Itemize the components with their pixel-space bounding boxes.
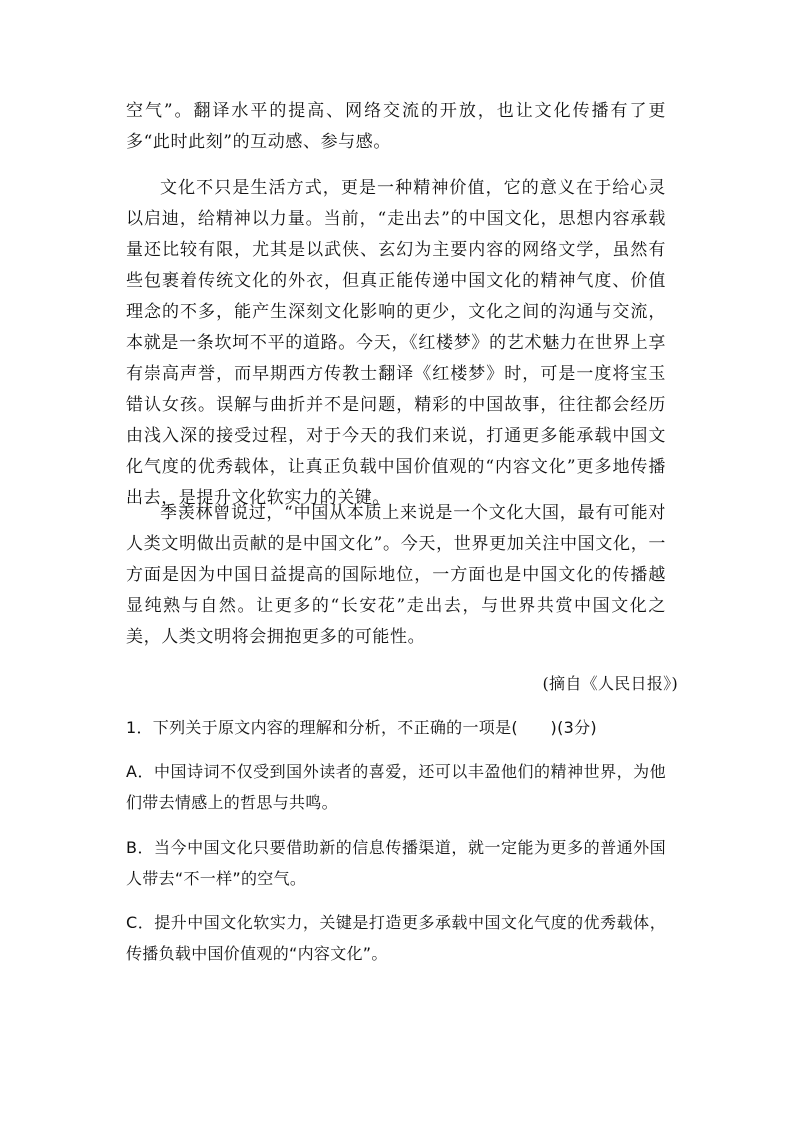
source-citation: (摘自《人民日报》) [542,674,678,693]
option-b: B．当今中国文化只要借助新的信息传播渠道，就一定能为更多的普通外国人带去“不一样”的空气。 [126,838,666,888]
passage-paragraph-3: 季羡林曾说过，“中国从本质上来说是一个文化大国，最有可能对人类文明做出贡献的是中国文化”。今天，世界更加关注中国文化，一方面是因为中国日益提高的国际地位，一方面也是中国文化的传播越显纯熟与自然。让更多的“长安花”走出去，与世界共赏中国文化之美，人类文明将会拥抱更多的可能性。 [126,503,666,647]
option-c: C．提升中国文化软实力，关键是打造更多承载中国文化气度的优秀载体，传播负载中国价值观的“内容文化”。 [126,913,666,963]
passage-paragraph-2: 文化不只是生活方式，更是一种精神价值，它的意义在于给心灵以启迪，给精神以力量。当前，“走出去”的中国文化，思想内容承载量还比较有限，尤其是以武侠、玄幻为主要内容的网络文学，虽然有些包裹着传统文化的外衣，但真正能传递中国文化的精神气度、价值理念的不多，能产生深刻文化影响的更少，文化之间的沟通与交流，本就是一条坎坷不平的道路。今天，《红楼梦》的艺术魅力在世界上享有崇高声誉，而早期西方传教士翻译《红楼梦》时，可是一度将宝玉错认女孩。误解与曲折并不是问题，精彩的中国故事，往往都会经历由浅入深的接受过程，对于今天的我们来说，打通更多能承载中国文化气度的优秀载体，让真正负载中国价值观的“内容文化”更多地传播出去，是提升文化软实力的关键。 [126,178,666,508]
question-stem: 1．下列关于原文内容的理解和分析，不正确的一项是( )(3分) [126,718,597,737]
passage-paragraph-continued: 空气”。翻译水平的提高、网络交流的开放，也让文化传播有了更多“此时此刻”的互动感、参与感。 [126,101,666,152]
option-a: A．中国诗词不仅受到国外读者的喜爱，还可以丰盈他们的精神世界，为他们带去情感上的哲思与共鸣。 [126,762,666,812]
